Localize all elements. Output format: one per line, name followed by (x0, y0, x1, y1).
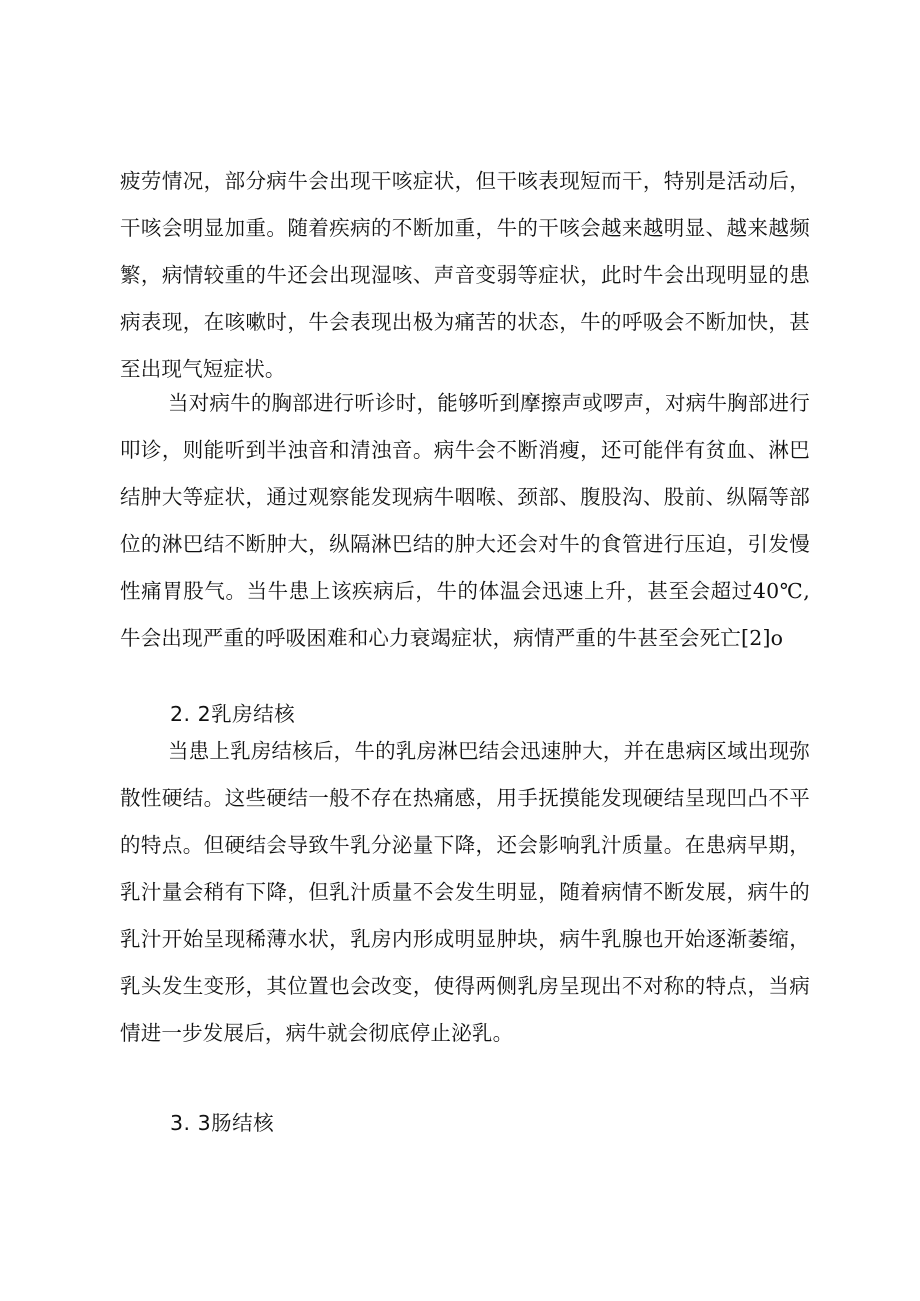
section-heading: 2. 2乳房结核 (170, 702, 296, 726)
section-heading: 3. 3肠结核 (170, 1111, 275, 1135)
body-paragraph: 疲劳情况，部分病牛会出现干咳症状，但干咳表现短而干，特别是活动后，干咳会明显加重。随着疾病的不断加重，牛的干咳会越来越明显、越来越频繁，病情较重的牛还会出现湿咳、声音变弱等症状，此时牛会出现明显的患病表现，在咳嗽时，牛会表现出极为痛苦的状态，牛的呼吸会不断加快，甚至出现气短症状。 (120, 169, 810, 381)
body-paragraph: 当对病牛的胸部进行听诊时，能够听到摩擦声或啰声，对病牛胸部进行叩诊，则能听到半浊音和清浊音。病牛会不断消瘦，还可能伴有贫血、淋巴结肿大等症状，通过观察能发现病牛咽喉、颈部、腹股沟、股前、纵隔等部位的淋巴结不断肿大，纵隔淋巴结的肿大还会对牛的食管进行压迫，引发慢性痛胃股气。当牛患上该疾病后，牛的体温会迅速上升，甚至会超过40℃,牛会出现严重的呼吸困难和心力衰竭症状，病情严重的牛甚至会死亡[2]o (120, 391, 810, 650)
body-paragraph: 当患上乳房结核后，牛的乳房淋巴结会迅速肿大，并在患病区域出现弥散性硬结。这些硬结一般不存在热痛感，用手抚摸能发现硬结呈现凹凸不平的特点。但硬结会导致牛乳分泌量下降，还会影响乳汁质量。在患病早期，乳汁量会稍有下降，但乳汁质量不会发生明显，随着病情不断发展，病牛的乳汁开始呈现稀薄水状，乳房内形成明显肿块，病牛乳腺也开始逐渐萎缩，乳头发生变形，其位置也会改变，使得两侧乳房呈现出不对称的特点，当病情进一步发展后，病牛就会彻底停止泌乳。 (120, 739, 810, 1045)
